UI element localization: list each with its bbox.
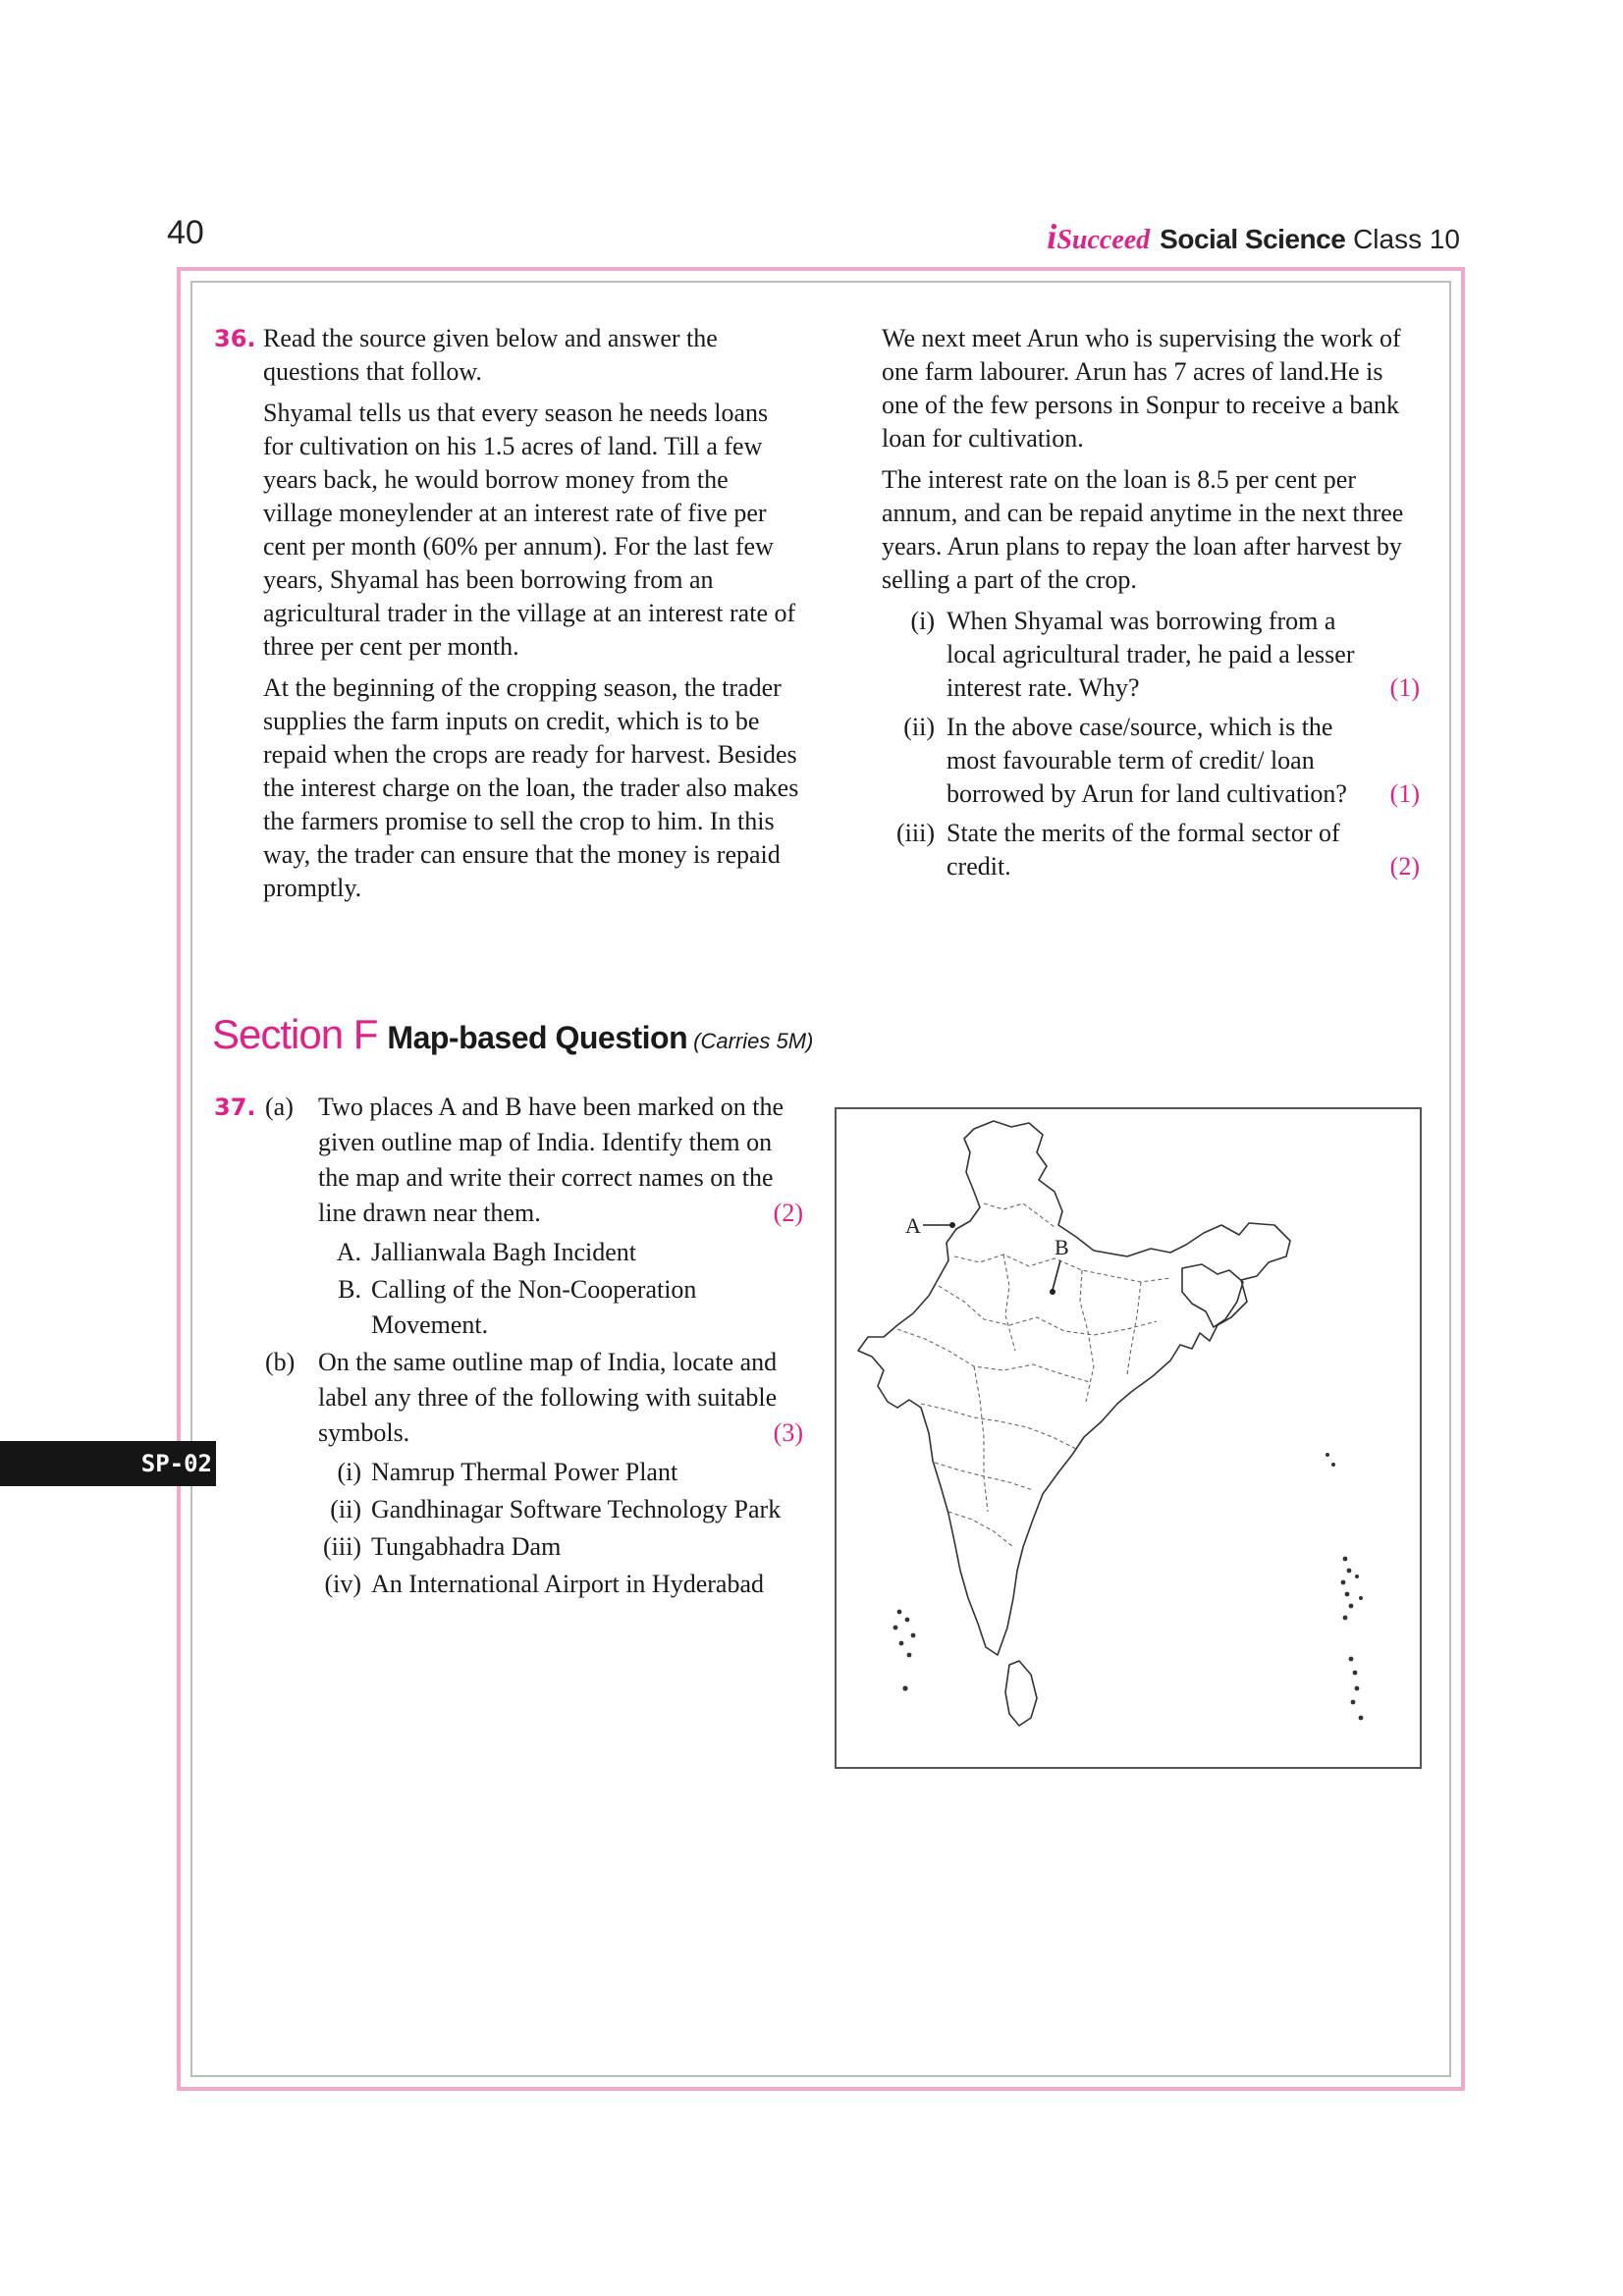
q37-part-a-marks: (2) — [773, 1199, 803, 1227]
section-f-heading — [212, 1011, 813, 1058]
marker-b-pointer — [1053, 1260, 1060, 1290]
q37-part-b-marks: (3) — [773, 1418, 803, 1447]
q37-item-label: (iii) — [323, 1532, 361, 1561]
q37-part-b-item — [214, 1492, 803, 1527]
q37-part-b-item — [214, 1455, 803, 1490]
q37-part-a-item — [214, 1272, 803, 1343]
q36-source-para-3: We next meet Arun who is supervising the work of one farm labourer. Arun has 7 acres of land.He is one of the few persons in Sonpur to receive a bank loan for cultivation. — [882, 324, 1401, 453]
sri-lanka-outline — [1005, 1661, 1037, 1726]
q37-item-text: Gandhinagar Software Technology Park — [371, 1495, 782, 1523]
q37-block — [214, 1090, 803, 1604]
q37-item-text: An International Airport in Hyderabad — [371, 1570, 764, 1598]
page-number: 40 — [167, 214, 204, 251]
marker-a-dot — [949, 1222, 955, 1228]
q37-part-b-item — [214, 1567, 803, 1602]
q36-sub-question — [882, 605, 1420, 705]
q37-part-a-text: Two places A and B have been marked on the given outline map of India. Identify them on the map and write their correct names on the line drawn near them. — [318, 1093, 784, 1227]
q37-item-label: (ii) — [330, 1495, 361, 1523]
q37-item-text: Calling of the Non-Cooperation Movement. — [371, 1275, 697, 1339]
q36-sub-marks: (1) — [1389, 779, 1420, 808]
q37-item-label: B. — [338, 1275, 361, 1304]
marker-a-label: A — [905, 1213, 921, 1238]
class-label: Class 10 — [1353, 224, 1460, 254]
india-outline — [858, 1121, 1290, 1655]
q37-part-a — [214, 1090, 803, 1231]
q36-right-column — [882, 322, 1420, 889]
northeast-outline — [1182, 1264, 1243, 1327]
q36-sub-question — [882, 817, 1420, 883]
q37-part-b-item — [214, 1529, 803, 1565]
q36-sub-marks: (1) — [1389, 673, 1420, 702]
subject-title: Social Science — [1160, 224, 1346, 254]
q36-sub-label: (ii) — [903, 713, 935, 741]
q36-number: 36. — [214, 325, 256, 352]
q37-item-label: (iv) — [324, 1570, 361, 1598]
q36-source-para-4: The interest rate on the loan is 8.5 per cent per annum, and can be repaid anytime in the next three years. Arun plans to repay the loan after harvest by selling a part of the crop. — [882, 465, 1404, 594]
q37-item-text: Namrup Thermal Power Plant — [371, 1458, 678, 1486]
q37-part-b-text: On the same outline map of India, locate and label any three of the following with suitable symbols. — [318, 1348, 778, 1447]
q36-sub-text: When Shyamal was borrowing from a local agricultural trader, he paid a lesser interest rate. Why? — [947, 607, 1355, 702]
q36-sub-marks: (2) — [1389, 852, 1420, 881]
q36-sub-text: State the merits of the formal sector of credit. — [947, 819, 1340, 881]
q36-sub-label: (iii) — [896, 819, 935, 847]
q37-part-a-item — [214, 1235, 803, 1270]
q37-part-a-label: (a) — [265, 1093, 294, 1121]
section-label: Section F — [212, 1011, 378, 1057]
brand-logo: iSucceed — [1047, 217, 1151, 256]
running-head — [1047, 216, 1460, 257]
q37-item-label: (i) — [337, 1458, 361, 1486]
map-markers — [905, 1213, 1069, 1295]
q36-source-para-1: Shyamal tells us that every season he needs loans for cultivation on his 1.5 acres of land. Till a few years back, he would borrow money from the village moneylender at an interest rate of five per cent per month (60% per annum). For the last few years, Shyamal has been borrowing from an agricultural trader in the village at an interest rate of three per cent per month. — [263, 399, 796, 661]
q37-part-b — [214, 1345, 803, 1451]
sample-paper-tab: SP-02 — [0, 1441, 216, 1486]
marker-b-label: B — [1055, 1235, 1069, 1259]
q36-sub-text: In the above case/source, which is the most favourable term of credit/ loan borrowed by Arun for land cultivation? — [947, 713, 1347, 808]
q37-item-text: Jallianwala Bagh Incident — [371, 1238, 637, 1266]
q37-item-text: Tungabhadra Dam — [371, 1532, 562, 1561]
india-map-drawing — [837, 1109, 1420, 1767]
q36-source-para-2: At the beginning of the cropping season, the trader supplies the farm inputs on credit, which is to be repaid when the crops are ready for harvest. Besides the interest charge on the loan, the trader also makes the farmers promise to sell the crop to him. In this way, the trader can ensure that the money is repaid promptly. — [263, 673, 799, 902]
india-outline-map — [835, 1107, 1422, 1769]
q36-instruction: Read the source given below and answer the questions that follow. — [263, 324, 718, 386]
q36-left-column — [214, 322, 803, 913]
q37-item-label: A. — [336, 1238, 361, 1266]
marker-b-dot — [1050, 1289, 1055, 1295]
q36-sub-label: (i) — [910, 607, 935, 635]
q37-part-b-label: (b) — [265, 1348, 296, 1376]
q37-number: 37. — [214, 1094, 256, 1121]
island-dots — [893, 1453, 1364, 1720]
section-marks-note: (Carries 5M) — [693, 1029, 814, 1053]
q36-instruction-block — [214, 322, 803, 389]
q36-sub-question — [882, 711, 1420, 811]
section-title: Map-based Question — [387, 1020, 688, 1055]
